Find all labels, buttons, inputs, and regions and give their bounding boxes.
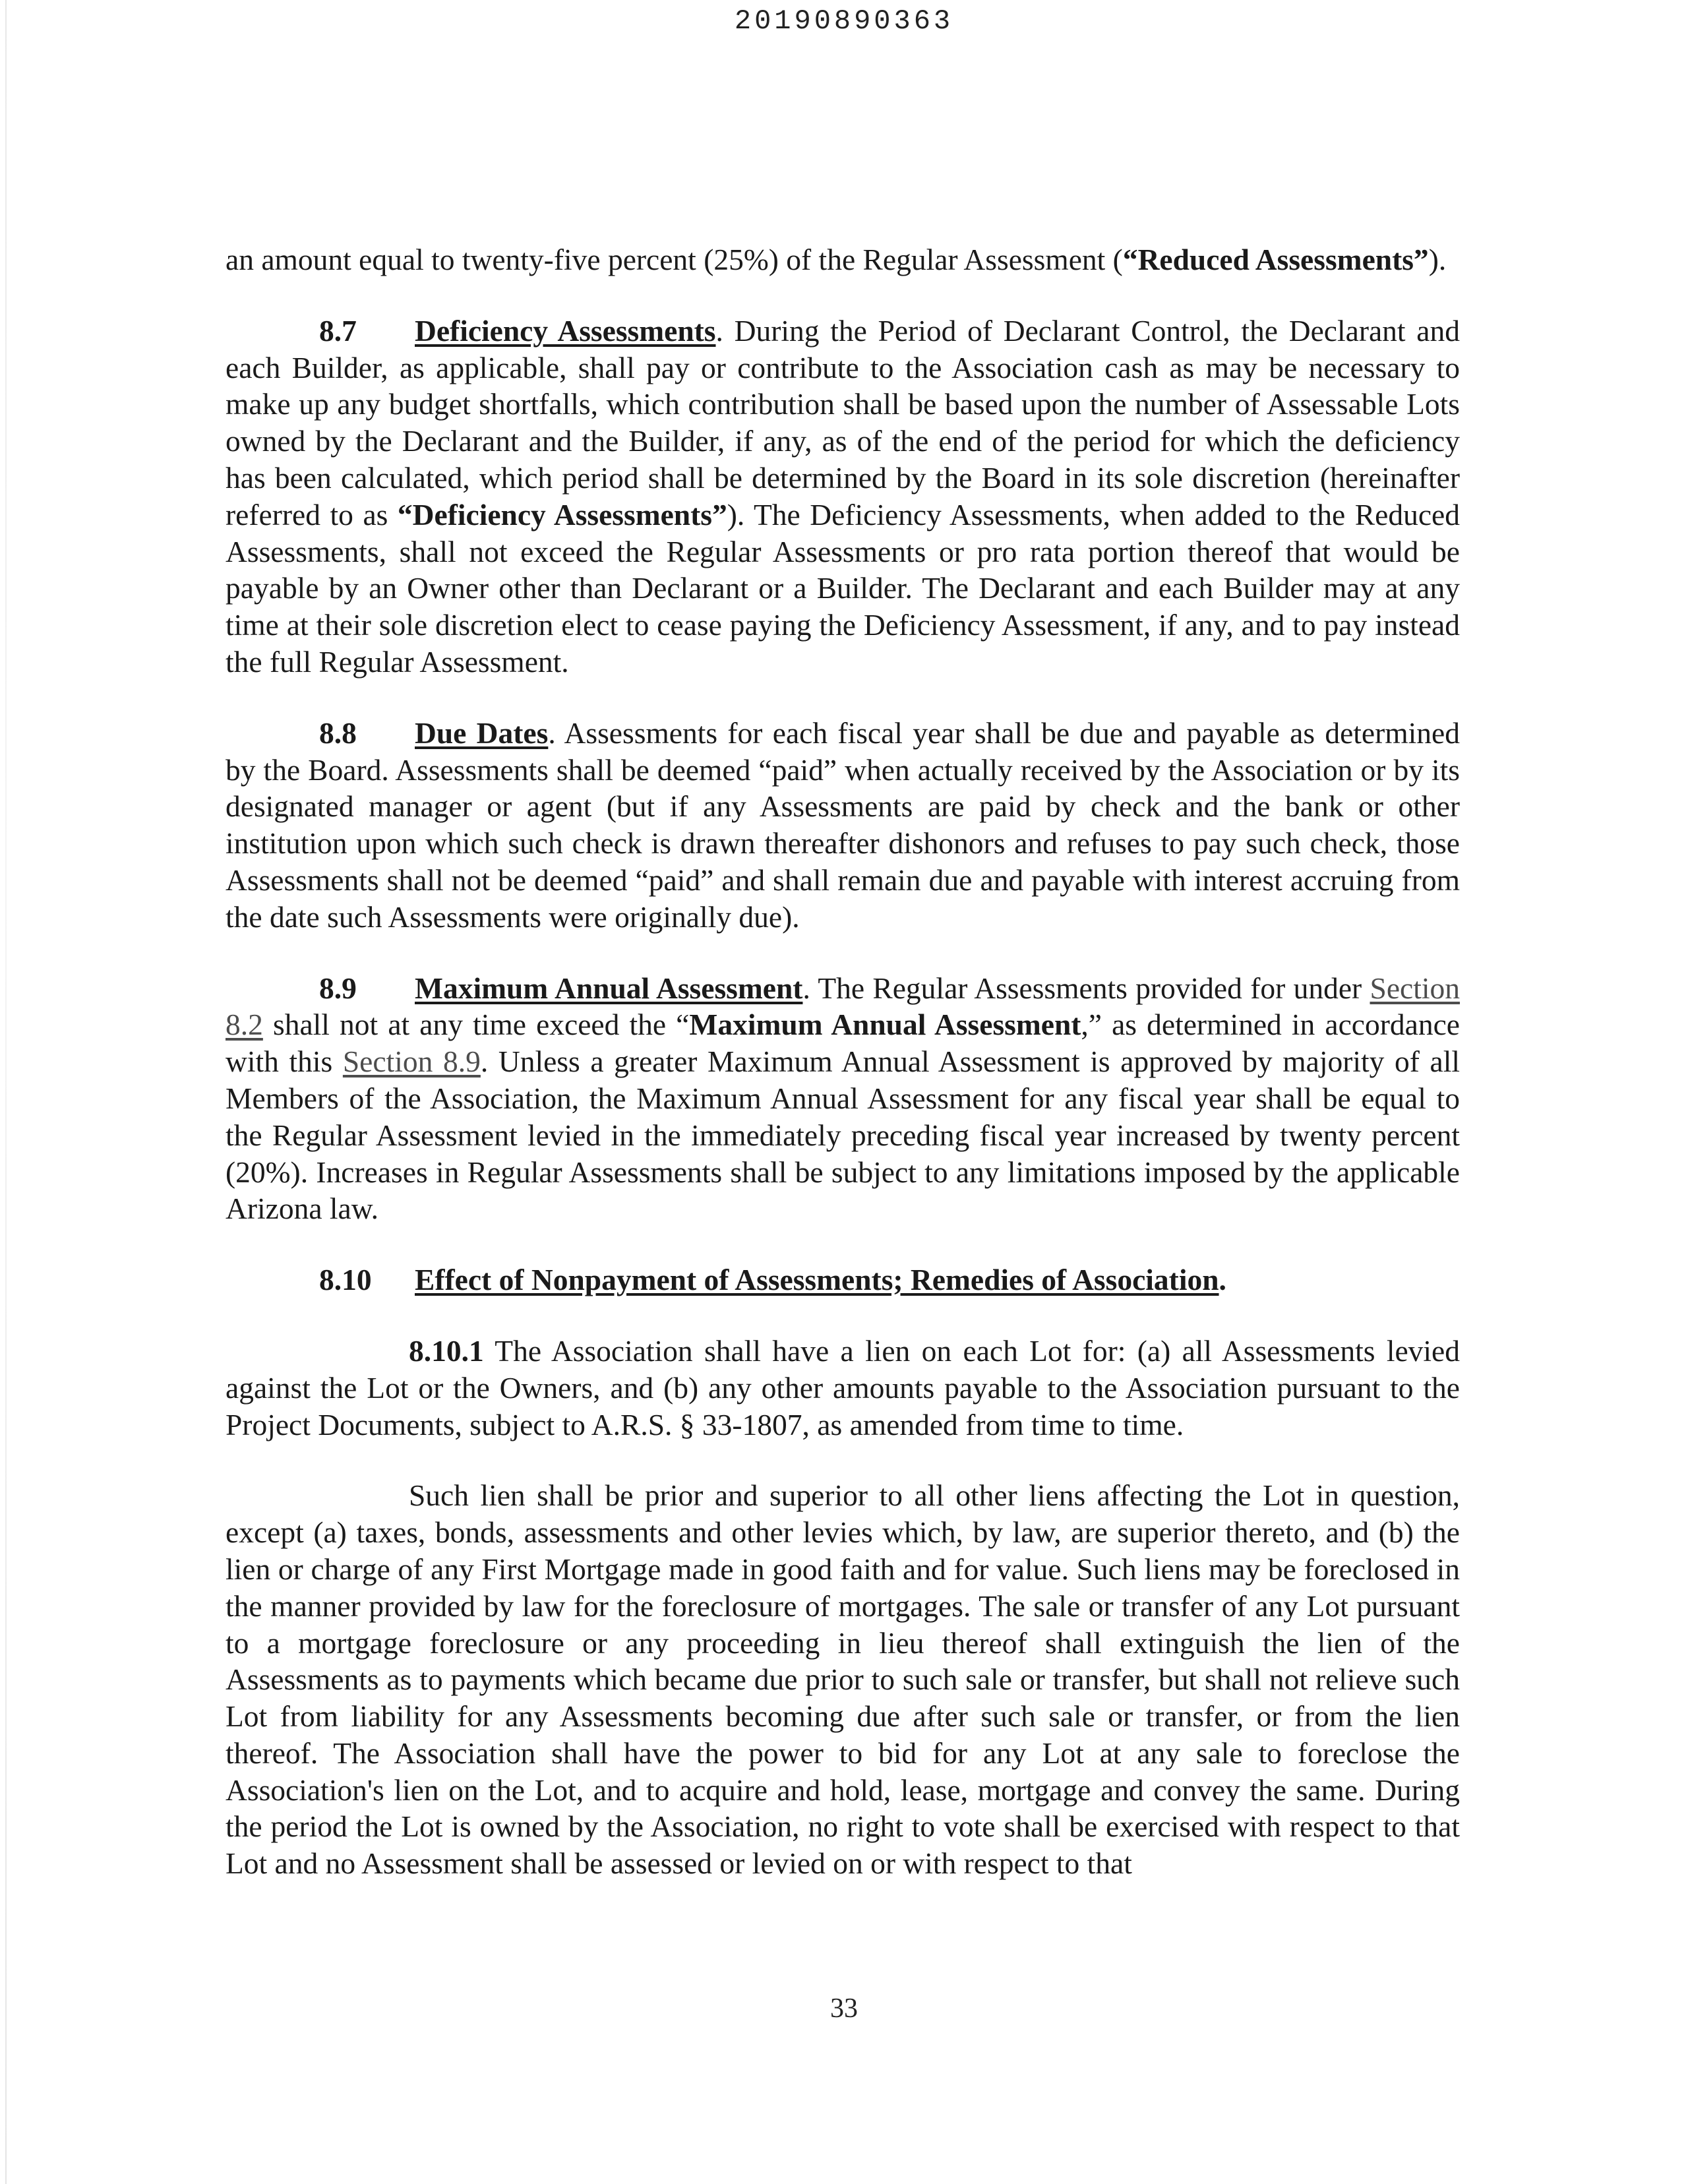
text: Such lien shall be prior and superior to all other liens affecting the Lot in question, except (a) taxes, bonds, assessments and other levies which, by law, are superior thereto, and (b) the lien or charge of any First Mortgage made in good faith and for value. Such liens may be foreclosed in the manner provided by law for the foreclosure of mortgages. The sale or transfer of any Lot pursuant to a mortgage foreclosure or any proceeding in lieu thereof shall extinguish the lien of the Assessments as to payments which became due prior to such sale or transfer, but shall not relieve such Lot from liability for any Assessments becoming due after such sale or transfer, or from the lien thereof. The Association shall have the power to bid for any Lot at any sale to foreclose the Association's lien on the Lot, and to acquire and hold, lease, mortgage and convey the same. During the period the Lot is owned by the Association, no right to vote shall be exercised with respect to that Lot and no Assessment shall be assessed or levied on or with respect to that	[226, 1478, 1460, 1881]
text: ).	[1428, 243, 1447, 276]
scan-edge-shadow	[5, 0, 7, 2184]
text: an amount equal to twenty-five percent (25%) of the Regular Assessment (	[226, 243, 1123, 276]
section-8-10	[226, 1261, 1460, 1298]
text: ,” as determined in accordance with this	[226, 1008, 1460, 1079]
text: . The Regular Assessments provided for under	[802, 971, 1370, 1005]
heading-period: .	[1219, 1263, 1226, 1297]
section-heading: Due Dates	[415, 715, 549, 750]
section-heading: Deficiency Assessments	[415, 313, 716, 348]
text: shall not at any time exceed the “	[262, 1008, 690, 1042]
page-number: 33	[830, 1993, 858, 2024]
cross-reference-section-8-2[interactable]: Section 8.2	[226, 971, 1460, 1042]
section-8-7	[226, 313, 1460, 681]
text: . Assessments for each fiscal year shall be due and payable as determined by the Board. Assessments shall be deemed “paid” when actually received by the Association or by its designated manager or agent (but if any Assessments are paid by check and the bank or other institution upon which such check is drawn thereafter dishonors and refuses to pay such check, those Assessments shall not be deemed “paid” and shall remain due and payable with interest accruing from the date such Assessments were originally due).	[226, 715, 1461, 934]
paragraph-lien-priority	[226, 1477, 1460, 1882]
text: . Unless a greater Maximum Annual Assessment is approved by majority of all Members of the Association, the Maximum Annual Assessment for any fiscal year shall be equal to the Regular Assessment levied in the immediately preceding fiscal year increased by twenty percent (20%). Increases in Regular Assessments shall be subject to any limitations imposed by the applicable Arizona law.	[226, 1045, 1461, 1226]
defined-term-reduced-assessments: “Reduced Assessments”	[1122, 243, 1429, 276]
section-number: 8.10	[319, 1263, 372, 1297]
subsection-number: 8.10.1	[409, 1333, 484, 1368]
section-heading: Maximum Annual Assessment	[415, 971, 803, 1005]
paragraph-reduced-assessments	[226, 241, 1460, 278]
recording-number: 20190890363	[734, 5, 954, 37]
defined-term-maximum-annual-assessment: Maximum Annual Assessment	[689, 1008, 1081, 1042]
text: ). The Deficiency Assessments, when added to the Reduced Assessments, shall not exceed the Regular Assessments or pro rata portion thereof that would be payable by an Owner other than Declarant or a Builder. The Declarant and each Builder may at any time at their sole discretion elect to cease paying the Deficiency Assessment, if any, and to pay instead the full Regular Assessment.	[226, 497, 1460, 679]
section-number: 8.9	[319, 971, 357, 1005]
section-8-8	[226, 715, 1460, 936]
cross-reference-section-8-9[interactable]: Section 8.9	[342, 1045, 481, 1079]
text: . During the Period of Declarant Control, the Declarant and each Builder, as applicable, shall pay or contribute to the Association cash as may be necessary to make up any budget shortfalls, which contribution shall be based upon the number of Assessable Lots owned by the Declarant and the Builder, if any, as of the end of the period for which the deficiency has been calculated, which period shall be determined by the Board in its sole discretion (hereinafter referred to as	[226, 313, 1460, 531]
section-heading: Effect of Nonpayment of Assessments; Remedies of Association	[415, 1263, 1219, 1297]
section-8-9	[226, 970, 1460, 1228]
defined-term-deficiency-assessments: “Deficiency Assessments”	[397, 497, 727, 531]
section-number: 8.8	[319, 715, 357, 750]
section-8-10-1	[226, 1333, 1460, 1443]
section-number: 8.7	[319, 313, 357, 348]
document-body	[226, 241, 1460, 1882]
text: The Association shall have a lien on each Lot for: (a) all Assessments levied against the Lot or the Owners, and (b) any other amounts payable to the Association pursuant to the Project Documents, subject to A.R.S. § 33-1807, as amended from time to time.	[226, 1333, 1460, 1441]
